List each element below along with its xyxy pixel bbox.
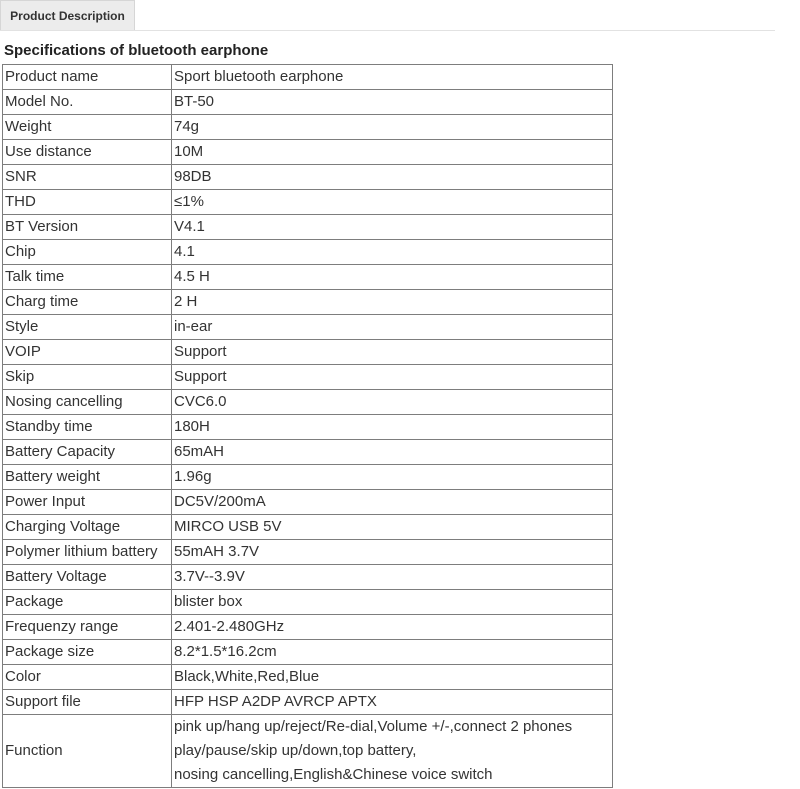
table-row — [3, 90, 613, 115]
spec-value: Sport bluetooth earphone — [172, 65, 613, 90]
spec-value: 3.7V--3.9V — [172, 565, 613, 590]
table-row — [3, 640, 613, 665]
spec-key: Product name — [3, 65, 172, 90]
spec-value-function — [172, 715, 613, 788]
table-row — [3, 490, 613, 515]
table-row — [3, 565, 613, 590]
spec-value: HFP HSP A2DP AVRCP APTX — [172, 690, 613, 715]
spec-value: 98DB — [172, 165, 613, 190]
table-row — [3, 440, 613, 465]
table-row — [3, 540, 613, 565]
table-row — [3, 290, 613, 315]
spec-value: blister box — [172, 590, 613, 615]
table-row — [3, 240, 613, 265]
spec-key: Function — [3, 715, 172, 788]
table-row — [3, 590, 613, 615]
table-row — [3, 390, 613, 415]
spec-key: Battery Capacity — [3, 440, 172, 465]
table-row — [3, 415, 613, 440]
table-row — [3, 465, 613, 490]
function-line: nosing cancelling,English&Chinese voice switch — [174, 766, 493, 783]
spec-value: DC5V/200mA — [172, 490, 613, 515]
function-line: play/pause/skip up/down,top battery, — [174, 742, 417, 759]
spec-key: Use distance — [3, 140, 172, 165]
spec-value: 2 H — [172, 290, 613, 315]
spec-key: Style — [3, 315, 172, 340]
table-row — [3, 340, 613, 365]
spec-key: VOIP — [3, 340, 172, 365]
section-title: Specifications of bluetooth earphone — [4, 42, 269, 59]
spec-key: Package size — [3, 640, 172, 665]
spec-key: Model No. — [3, 90, 172, 115]
spec-key: Power Input — [3, 490, 172, 515]
table-row — [3, 665, 613, 690]
spec-key: BT Version — [3, 215, 172, 240]
table-row — [3, 215, 613, 240]
table-row — [3, 65, 613, 90]
table-row — [3, 115, 613, 140]
table-row — [3, 515, 613, 540]
spec-key: Charging Voltage — [3, 515, 172, 540]
spec-table — [2, 64, 613, 788]
table-row-function — [3, 715, 613, 788]
spec-key: Skip — [3, 365, 172, 390]
tab-product-description[interactable]: Product Description — [0, 0, 135, 30]
spec-value: ≤1% — [172, 190, 613, 215]
spec-value: V4.1 — [172, 215, 613, 240]
spec-value: MIRCO USB 5V — [172, 515, 613, 540]
spec-value: 74g — [172, 115, 613, 140]
spec-value: Support — [172, 365, 613, 390]
spec-key: Battery Voltage — [3, 565, 172, 590]
table-row — [3, 365, 613, 390]
spec-value: 1.96g — [172, 465, 613, 490]
spec-key: Package — [3, 590, 172, 615]
spec-value: 180H — [172, 415, 613, 440]
spec-value: in-ear — [172, 315, 613, 340]
spec-key: Battery weight — [3, 465, 172, 490]
spec-key: SNR — [3, 165, 172, 190]
spec-value: Black,White,Red,Blue — [172, 665, 613, 690]
spec-value: 65mAH — [172, 440, 613, 465]
spec-value: 55mAH 3.7V — [172, 540, 613, 565]
table-row — [3, 690, 613, 715]
spec-key: Color — [3, 665, 172, 690]
spec-value: 4.1 — [172, 240, 613, 265]
spec-value: 2.401-2.480GHz — [172, 615, 613, 640]
spec-value: 4.5 H — [172, 265, 613, 290]
spec-key: Standby time — [3, 415, 172, 440]
spec-key: THD — [3, 190, 172, 215]
spec-value: BT-50 — [172, 90, 613, 115]
spec-key: Chip — [3, 240, 172, 265]
table-row — [3, 140, 613, 165]
tab-bar — [0, 0, 775, 31]
spec-key: Talk time — [3, 265, 172, 290]
function-line: pink up/hang up/reject/Re-dial,Volume +/-,connect 2 phones — [174, 718, 573, 735]
spec-key: Nosing cancelling — [3, 390, 172, 415]
table-row — [3, 615, 613, 640]
spec-value: 8.2*1.5*16.2cm — [172, 640, 613, 665]
spec-key: Charg time — [3, 290, 172, 315]
spec-key: Weight — [3, 115, 172, 140]
table-row — [3, 265, 613, 290]
spec-value: CVC6.0 — [172, 390, 613, 415]
spec-key: Polymer lithium battery — [3, 540, 172, 565]
table-row — [3, 315, 613, 340]
spec-value: Support — [172, 340, 613, 365]
spec-value: 10M — [172, 140, 613, 165]
table-row — [3, 190, 613, 215]
spec-key: Frequenzy range — [3, 615, 172, 640]
table-row — [3, 165, 613, 190]
spec-key: Support file — [3, 690, 172, 715]
